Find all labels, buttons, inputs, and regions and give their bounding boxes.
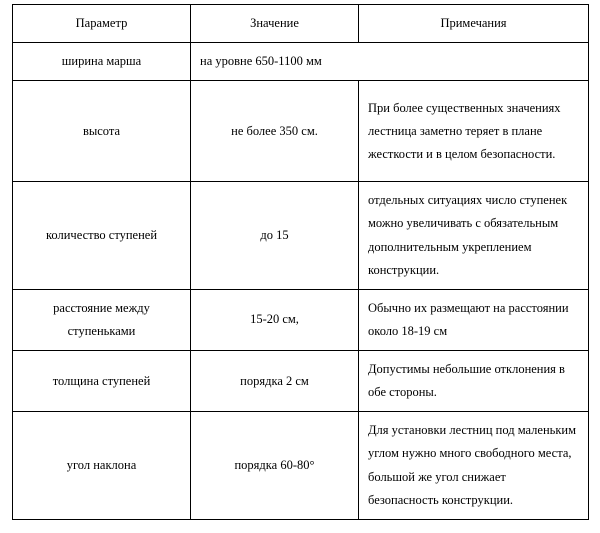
cell-parameter: высота [13,81,191,182]
column-header-notes: Примечания [359,5,589,43]
table-row [13,182,589,290]
cell-parameter: расстояние между ступеньками [13,289,191,350]
table-header-row [13,5,589,43]
cell-parameter: ширина марша [13,43,191,81]
table-body [13,43,589,520]
cell-parameter: толщина ступеней [13,351,191,412]
cell-note: Обычно их размещают на расстоянии около 18-19 см [359,289,589,350]
cell-parameter: количество ступеней [13,182,191,290]
column-header-value: Значение [191,5,359,43]
cell-note: Допустимы небольшие отклонения в обе стороны. [359,351,589,412]
cell-parameter: угол наклона [13,412,191,520]
cell-note: Для установки лестниц под маленьким углом нужно много свободного места, большой же угол снижает безопасность конструкции. [359,412,589,520]
table-row [13,289,589,350]
cell-value: порядка 60-80° [191,412,359,520]
table-header [13,5,589,43]
table-row [13,81,589,182]
table-row [13,412,589,520]
cell-note: При более существенных значениях лестница заметно теряет в плане жесткости и в целом безопасности. [359,81,589,182]
cell-value: 15-20 см, [191,289,359,350]
cell-value: порядка 2 см [191,351,359,412]
table-row [13,43,589,81]
column-header-parameter: Параметр [13,5,191,43]
cell-value-merged: на уровне 650-1100 мм [191,43,589,81]
table-row [13,351,589,412]
cell-value: до 15 [191,182,359,290]
parameters-table [12,4,589,520]
cell-value: не более 350 см. [191,81,359,182]
cell-note: отдельных ситуациях число ступенек можно увеличивать с обязательным дополнительным укреплением конструкции. [359,182,589,290]
